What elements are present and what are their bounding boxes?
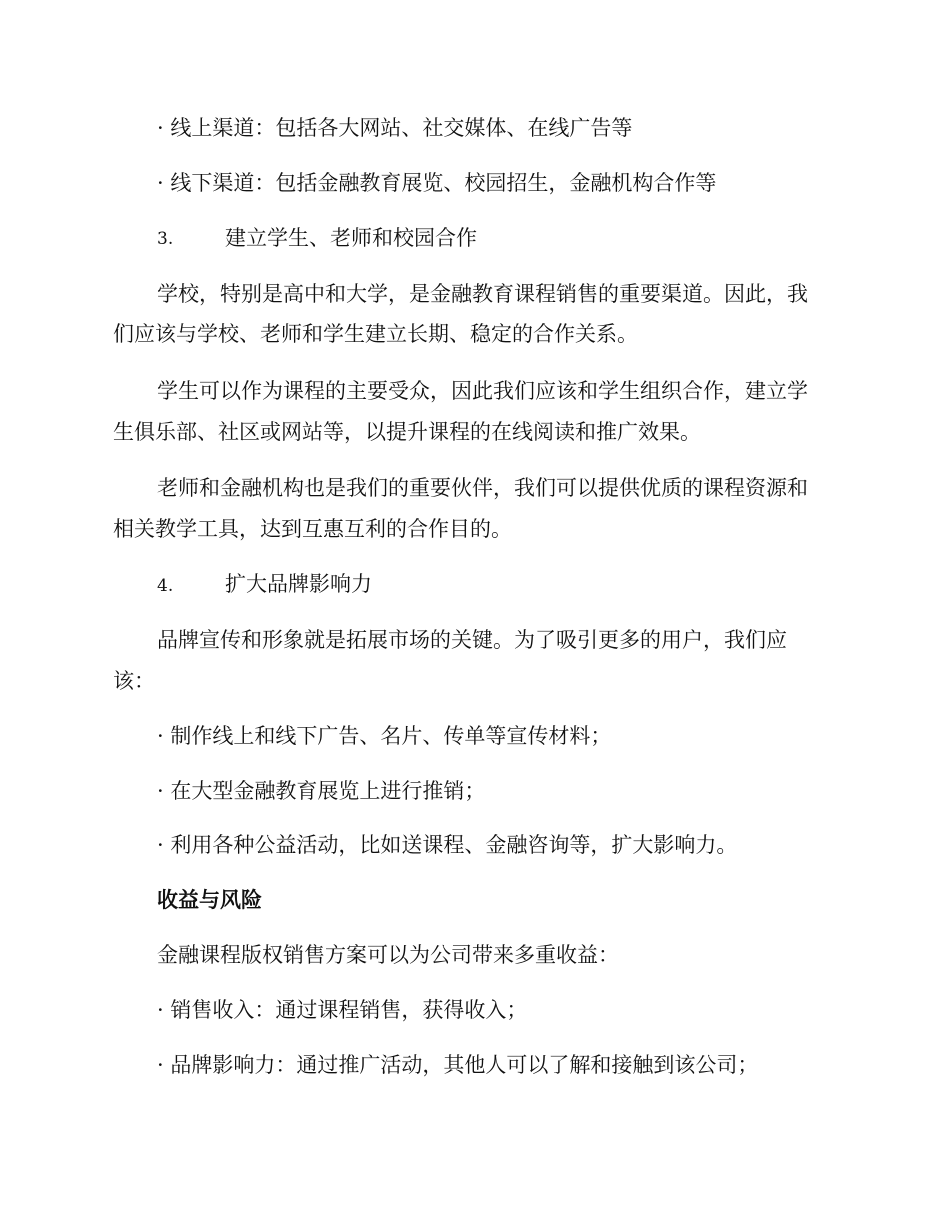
bullet-online-channels: · 线上渠道：包括各大网站、社交媒体、在线广告等: [157, 116, 633, 140]
paragraph-schools-line-1: 学校，特别是高中和大学，是金融教育课程销售的重要渠道。因此，我: [157, 282, 808, 306]
bullet-offline-channels: · 线下渠道：包括金融教育展览、校园招生，金融机构合作等: [157, 171, 717, 195]
paragraph-schools-line-2: 们应该与学校、老师和学生建立长期、稳定的合作关系。: [113, 322, 638, 346]
section-title-revenue-risk: 收益与风险: [157, 887, 262, 912]
paragraph-teachers-line-1: 老师和金融机构也是我们的重要伙伴，我们可以提供优质的课程资源和: [157, 476, 808, 500]
heading-number-3: 3.: [157, 229, 174, 249]
paragraph-teachers-line-2: 相关教学工具，达到互惠互利的合作目的。: [113, 517, 512, 541]
paragraph-brand-line-2: 该：: [113, 669, 155, 693]
bullet-public-welfare: · 利用各种公益活动，比如送课程、金融咨询等，扩大影响力。: [157, 833, 738, 857]
heading-number-4: 4.: [157, 576, 174, 596]
paragraph-revenue-intro: 金融课程版权销售方案可以为公司带来多重收益：: [157, 943, 619, 967]
bullet-exhibition: · 在大型金融教育展览上进行推销；: [157, 779, 486, 803]
heading-school-cooperation: 建立学生、老师和校园合作: [225, 226, 477, 250]
paragraph-students-line-2: 生俱乐部、社区或网站等，以提升课程的在线阅读和推广效果。: [113, 420, 701, 444]
bullet-brand-impact: · 品牌影响力：通过推广活动，其他人可以了解和接触到该公司；: [157, 1053, 759, 1077]
bullet-ad-materials: · 制作线上和线下广告、名片、传单等宣传材料；: [157, 724, 612, 748]
paragraph-brand-line-1: 品牌宣传和形象就是拓展市场的关键。为了吸引更多的用户，我们应: [157, 628, 787, 652]
paragraph-students-line-1: 学生可以作为课程的主要受众，因此我们应该和学生组织合作，建立学: [157, 379, 808, 403]
heading-brand-influence: 扩大品牌影响力: [225, 572, 372, 596]
bullet-sales-revenue: · 销售收入：通过课程销售，获得收入；: [157, 998, 528, 1022]
